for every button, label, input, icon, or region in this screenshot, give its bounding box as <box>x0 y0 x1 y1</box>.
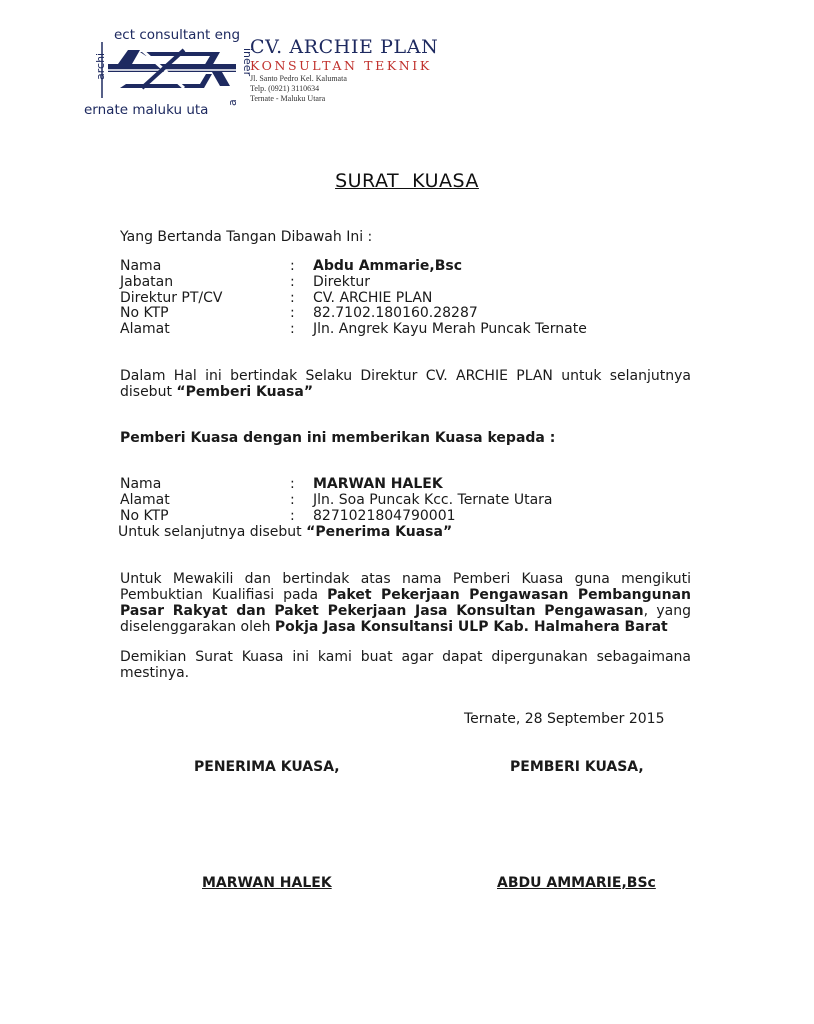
grantee-term: “Penerima Kuasa” <box>306 524 453 540</box>
field-value: Jln. Angrek Kayu Merah Puncak Ternate <box>313 321 587 338</box>
capacity-line-2-text: disebut <box>120 384 177 400</box>
company-subtitle: KONSULTAN TEKNIK <box>250 58 432 73</box>
purpose-line-2 <box>120 587 691 603</box>
company-city: Ternate - Maluku Utara <box>250 94 326 103</box>
company-name: CV. ARCHIE PLAN <box>250 36 439 58</box>
capacity-line-2 <box>120 384 691 400</box>
logo-top-text: ect consultant eng <box>114 27 241 43</box>
grantor-row-name <box>120 259 587 275</box>
closing-paragraph <box>120 649 691 681</box>
grantor-row-address <box>120 322 587 338</box>
grantee-row-address <box>120 493 552 509</box>
grantor-details <box>120 259 587 338</box>
recipient-signature-name: MARWAN HALEK <box>202 875 332 891</box>
company-phone: Telp. (0921) 3110634 <box>250 84 320 93</box>
company-address: Jl. Santo Pedro Kel. Kalumata <box>250 74 347 83</box>
field-label: Nama <box>120 258 162 274</box>
grantee-note <box>118 524 452 540</box>
field-label: Jabatan <box>120 273 174 290</box>
grant-heading: Pemberi Kuasa dengan ini memberikan Kuasa kepada : <box>120 430 556 446</box>
field-separator: : <box>290 491 295 508</box>
grantor-term: “Pemberi Kuasa” <box>176 384 314 400</box>
grantor-row-ktp <box>120 306 587 322</box>
svg-text:a: a <box>226 99 239 106</box>
company-block <box>250 36 470 104</box>
field-separator: : <box>290 476 295 492</box>
document-title: SURAT KUASA <box>335 170 479 192</box>
field-separator: : <box>290 273 295 290</box>
field-value: CV. ARCHIE PLAN <box>313 289 433 306</box>
logo-bottom-text: ernate maluku uta <box>84 102 209 118</box>
field-label: Nama <box>120 476 162 492</box>
closing-line-1: Demikian Surat Kuasa ini kami buat agar dapat dipergunakan sebagaimana <box>120 649 691 665</box>
field-value: 8271021804790001 <box>313 507 456 524</box>
grantor-row-position <box>120 275 587 291</box>
field-label: No KTP <box>120 507 169 524</box>
recipient-label: PENERIMA KUASA, <box>194 759 340 775</box>
grantor-label: PEMBERI KUASA, <box>510 759 644 775</box>
closing-line-2: mestinya. <box>120 665 190 681</box>
field-separator: : <box>290 305 295 322</box>
grantor-row-company <box>120 291 587 307</box>
capacity-paragraph <box>120 368 691 400</box>
place-date: Ternate, 28 September 2015 <box>464 711 665 727</box>
company-logo <box>80 26 254 122</box>
grantee-row-name <box>120 477 552 493</box>
field-value: Abdu Ammarie,Bsc <box>313 258 462 274</box>
field-separator: : <box>290 321 295 338</box>
capacity-line-1: Dalam Hal ini bertindak Selaku Direktur CV. ARCHIE PLAN untuk selanjutnya <box>120 368 691 384</box>
purpose-line-3 <box>120 603 691 619</box>
field-label: No KTP <box>120 305 169 322</box>
field-value: 82.7102.180160.28287 <box>313 305 478 322</box>
field-value: MARWAN HALEK <box>313 476 443 492</box>
purpose-line-4 <box>120 619 691 635</box>
field-label: Alamat <box>120 491 170 508</box>
purpose-line-4-text: diselenggarakan oleh <box>120 619 275 635</box>
grantee-row-ktp <box>120 509 552 525</box>
grantee-note-text: Untuk selanjutnya disebut <box>118 524 307 540</box>
svg-text:archi: archi <box>94 52 107 80</box>
field-separator: : <box>290 507 295 524</box>
purpose-line-3-text: , yang <box>643 603 691 619</box>
committee-name: Pokja Jasa Konsultansi ULP Kab. Halmahera Barat <box>274 619 668 635</box>
purpose-paragraph <box>120 571 691 635</box>
purpose-line-1: Untuk Mewakili dan bertindak atas nama Pemberi Kuasa guna mengikuti <box>120 571 691 587</box>
field-value: Direktur <box>313 273 370 290</box>
field-separator: : <box>290 258 295 274</box>
grantee-details <box>120 477 552 524</box>
package-name-part-2: Pasar Rakyat dan Paket Pekerjaan Jasa Konsultan Pengawasan <box>120 603 644 619</box>
field-label: Alamat <box>120 321 170 338</box>
field-label: Direktur PT/CV <box>120 289 223 306</box>
intro-text: Yang Bertanda Tangan Dibawah Ini : <box>120 229 373 245</box>
field-separator: : <box>290 289 295 306</box>
package-name-part-1: Paket Pekerjaan Pengawasan Pembangunan <box>327 587 691 603</box>
field-value: Jln. Soa Puncak Kcc. Ternate Utara <box>313 491 553 508</box>
purpose-line-2-text: Pembuktian Kualifiasi pada <box>120 587 328 603</box>
grantor-signature-name: ABDU AMMARIE,BSc <box>497 875 656 891</box>
svg-text:ineer: ineer <box>241 48 254 77</box>
